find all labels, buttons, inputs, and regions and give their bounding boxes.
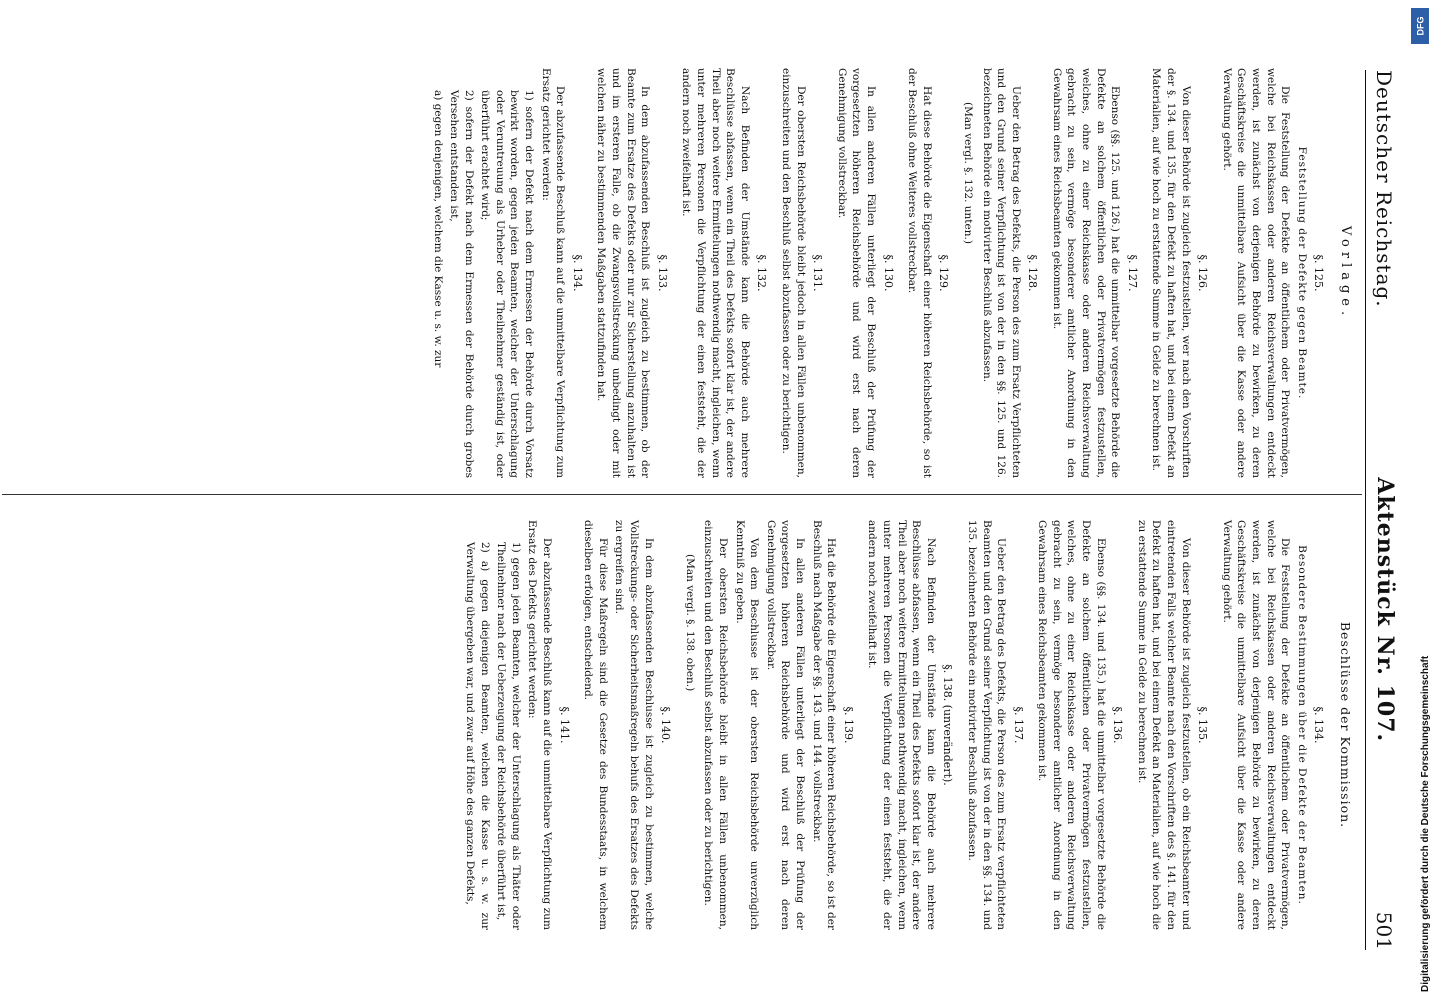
header-title: Aktenstück Nr. 107. xyxy=(1372,477,1398,743)
dfg-logo xyxy=(1411,8,1429,44)
column-divider xyxy=(2,494,1362,495)
list-item: 2) a) gegen diejenigen Beamten, welchen die Kasse u. s. w. zur Verwaltung übergeben war, und zwar auf Höhe des ganzen Defekts, xyxy=(464,542,491,930)
paragraph: Der abzufassende Beschluß kann auf die unmittelbare Verpflichtung zum Ersatz gerichtet werden: xyxy=(539,68,567,478)
paragraph: Die Feststellung der Defekte an öffentlichem oder Privatvermögen, welche bei Reichskassen oder anderen Reichsverwaltungen entdeckt werden, ist zunächst von derjenigen Behörde zu bewirken, zu deren Geschäftskreise die unmittelbare Aufsicht über die Kasse oder andere Verwaltung gehört. xyxy=(1220,520,1292,930)
right-column xyxy=(461,520,1354,930)
paragraph: Ebenso (§§. 134. und 135.) hat die unmittelbar vorgesetzte Behörde die Defekte an solchem öffentlichen oder Privatvermögen festzustellen, welches, ohne zu einer Reichskasse oder anderen Reichsverwaltung gebracht zu sein, vermöge besonderer amtlicher Anordnung in den Gewahrsam eines Reichsbeamten gekommen ist. xyxy=(1036,520,1107,930)
section-number: §. 125. xyxy=(1312,254,1326,292)
section-number: §. 140. xyxy=(659,706,673,744)
section-number: §. 129. xyxy=(937,254,951,292)
right-column-title: Beschlüsse der Kommission. xyxy=(1338,621,1353,829)
cross-reference-note: (Man vergl. §. 132. unten.) xyxy=(961,102,974,244)
section-number: §. 128. xyxy=(1026,254,1040,292)
section-number: §. 131. xyxy=(811,254,825,292)
section-number: §. 133. xyxy=(655,254,669,292)
section-number: §. 126. xyxy=(1196,254,1210,292)
cross-reference-note: (Man vergl. §. 138. oben.) xyxy=(683,554,696,692)
paragraph: Nach Befinden der Umstände kann die Behörde auch mehrere Beschlüsse abfassen, wenn ein Theil des Defekts sofort klar ist, der andere Theil aber noch weitere Ermittelungen nothwendig macht, ingleichen, wenn unter mehreren Personen die Verpflichtung der einen feststeht, die der andern noch zweifelhaft ist. xyxy=(866,520,937,930)
paragraph: Der obersten Reichsbehörde bleibt in allen Fällen unbenommen, einzuschreiten und den Beschluß selbst abzufassen oder zu berichtigen. xyxy=(702,520,730,930)
paragraph: Von dieser Behörde ist zugleich festzustellen, wer nach den Vorschriften der §. 134. und 135. für den Defekt zu haften hat, und bei einem Defekt an Materialien, auf wie hoch zu erstattende Summe in Gelde zu berechnen ist. xyxy=(1150,68,1192,478)
section-number: §. 134. xyxy=(1312,706,1326,744)
section-number: §. 135. xyxy=(1196,706,1210,744)
paragraph: Der obersten Reichsbehörde bleibt jedoch in allen Fällen unbenommen, einzuschreiten und den Beschluß selbst abzufassen oder zu berichtigen. xyxy=(780,68,807,478)
list-item: 1) sofern der Defekt nach dem Ermessen der Behörde durch Vorsatz bewirkt worden, gegen jeden Beamten, welcher der Unterschlagung oder Veruntreuung als Urheber oder Theilnehmer geständig ist, oder überführt erachtet wird; xyxy=(479,90,536,478)
left-column xyxy=(428,68,1354,478)
list-item: 2) sofern der Defekt nach dem Ermessen der Behörde durch grobes Versehen entstanden ist, xyxy=(448,90,475,478)
header-left: Deutscher Reichstag. xyxy=(1372,70,1396,308)
section-number: §. 139. xyxy=(841,706,855,744)
left-column-title: Vorlage. xyxy=(1338,225,1353,321)
paragraph: In allen anderen Fällen unterliegt der Beschluß der Prüfung der vorgesetzten höheren Reichsbehörde und wird erst nach deren Genehmigung vollstreckbar. xyxy=(835,68,877,478)
paragraph: Nach Befinden der Umstände kann die Behörde auch mehrere Beschlüsse abfassen, wenn ein Theil des Defekts sofort klar ist, der andere Theil aber noch weitere Ermittelungen nothwendig macht, ingleichen, wenn unter mehreren Personen die Verpflichtung der einen feststeht, die der andern noch zweifelhaft ist. xyxy=(680,68,751,478)
section-number: §. 134. xyxy=(570,254,584,292)
paragraph: Hat die Behörde die Eigenschaft einer höheren Reichsbehörde, so ist der Beschluß nach Maßgabe der §§. 143. und 144. vollstreckbar. xyxy=(810,520,838,930)
paragraph: Von dem Beschlusse ist der obersten Reichsbehörde unverzüglich Kenntniß zu geben. xyxy=(733,520,761,930)
section-number: §. 141. xyxy=(557,706,571,744)
section-number: §. 138. (unverändert). xyxy=(941,664,955,786)
paragraph: Ueber den Betrag des Defekts, die Person des zum Ersatz verpflichteten Beamten und den Grund seiner Verpflichtung ist von der in den §§. 134. und 135. bezeichneten Behörde ein motivirter Beschluß abzufassen. xyxy=(965,520,1008,930)
paragraph: Von dieser Behörde ist zugleich festzustellen, ob ein Reichsbeamter und eintretenden Falls welcher Beamte nach den Vorschriften des §. 141. für den Defekt zu haften hat, und bei einem Defekt an Materialien, auf wie hoch die zu erstattende Summe in Gelde zu berechnen ist. xyxy=(1135,520,1192,930)
paragraph: In dem abzufassenden Beschlusse ist zugleich zu bestimmen, welche Vollstreckungs- oder Sicherheitsmaßregeln behufs des Ersatzes des Defekts zu ergreifen sind. xyxy=(613,520,655,930)
paragraph: In dem abzufassenden Beschluß ist zugleich zu bestimmen, ob der Beamte zum Ersatze des Defekts oder nur zur Sicherstellung anzuhalten ist und im ersteren Falle, ob die Zwangsvollstreckung unbedingt oder mit welchen näher zu bestimmenden Maßgaben stattzufinden hat. xyxy=(595,68,652,478)
dfg-badge-text: DFG xyxy=(1415,16,1425,36)
section-number: §. 136. xyxy=(1111,706,1125,744)
list-item: 1) gegen jeden Beamten, welcher der Unterschlagung als Thäter oder Theilnehmer nach der Ueberzeugung der Reichsbehörde überführt ist, xyxy=(495,542,522,930)
paragraph: In allen anderen Fällen unterliegt der Beschluß der Prüfung der vorgesetzten höheren Reichsbehörde und wird erst nach deren Genehmigung vollstreckbar. xyxy=(764,520,806,930)
page-header xyxy=(1365,70,1420,950)
paragraph: Hat diese Behörde die Eigenschaft einer höheren Reichsbehörde, so ist der Beschluß ohne Weiteres vollstreckbar. xyxy=(906,68,933,478)
list-item: a) gegen denjenigen, welchem die Kasse u. s. w. zur xyxy=(431,90,444,368)
section-number: §. 127. xyxy=(1125,254,1139,292)
paragraph: Der abzufassende Beschluß kann auf die unmittelbare Verpflichtung zum Ersatz des Defekts gerichtet werden: xyxy=(526,520,554,930)
paragraph: Für diese Maßregeln sind die Gesetze des Bundesstaats, in welchem dieselben erfolgen, entscheidend. xyxy=(582,520,609,930)
section-heading: Feststellung der Defekte gegen Beamte. xyxy=(1295,146,1308,400)
section-number: §. 132. xyxy=(755,254,769,292)
paragraph: Die Feststellung der Defekte an öffentlichem oder Privatvermögen, welche bei Reichskassen oder anderen Reichsverwaltungen entdeckt werden, ist zunächst von derjenigen Behörde zu bewirken, zu deren Geschäftskreise die unmittelbare Aufsicht über die Kasse oder andere Verwaltung gehört. xyxy=(1220,68,1292,478)
paragraph: Ueber den Betrag des Defekts, die Person des zum Ersatz Verpflichteten und den Grund seiner Verpflichtung ist von der in den §§. 125. und 126. bezeichneten Behörde ein motivirter Beschluß abzufassen. xyxy=(980,68,1022,478)
page-number: 501 xyxy=(1372,911,1396,950)
paragraph: Ebenso (§§. 125. und 126.) hat die unmittelbar vorgesetzte Behörde die Defekte an solchem öffentlichen oder Privatvermögen festzustellen, welches, ohne zu einer Reichskasse oder anderen Reichsverwaltung gebracht zu sein, vermöge besonderer amtlicher Anordnung in den Gewahrsam eines Reichsbeamten gekommen ist. xyxy=(1050,68,1122,478)
section-heading: Besondere Bestimmungen über die Defekte der Beamten. xyxy=(1295,545,1308,905)
funding-credit: Digitalisierung gefördert durch die Deutsche Forschungsgemeinschaft xyxy=(1420,655,1431,992)
section-number: §. 130. xyxy=(881,254,895,292)
section-number: §. 137. xyxy=(1011,706,1025,744)
